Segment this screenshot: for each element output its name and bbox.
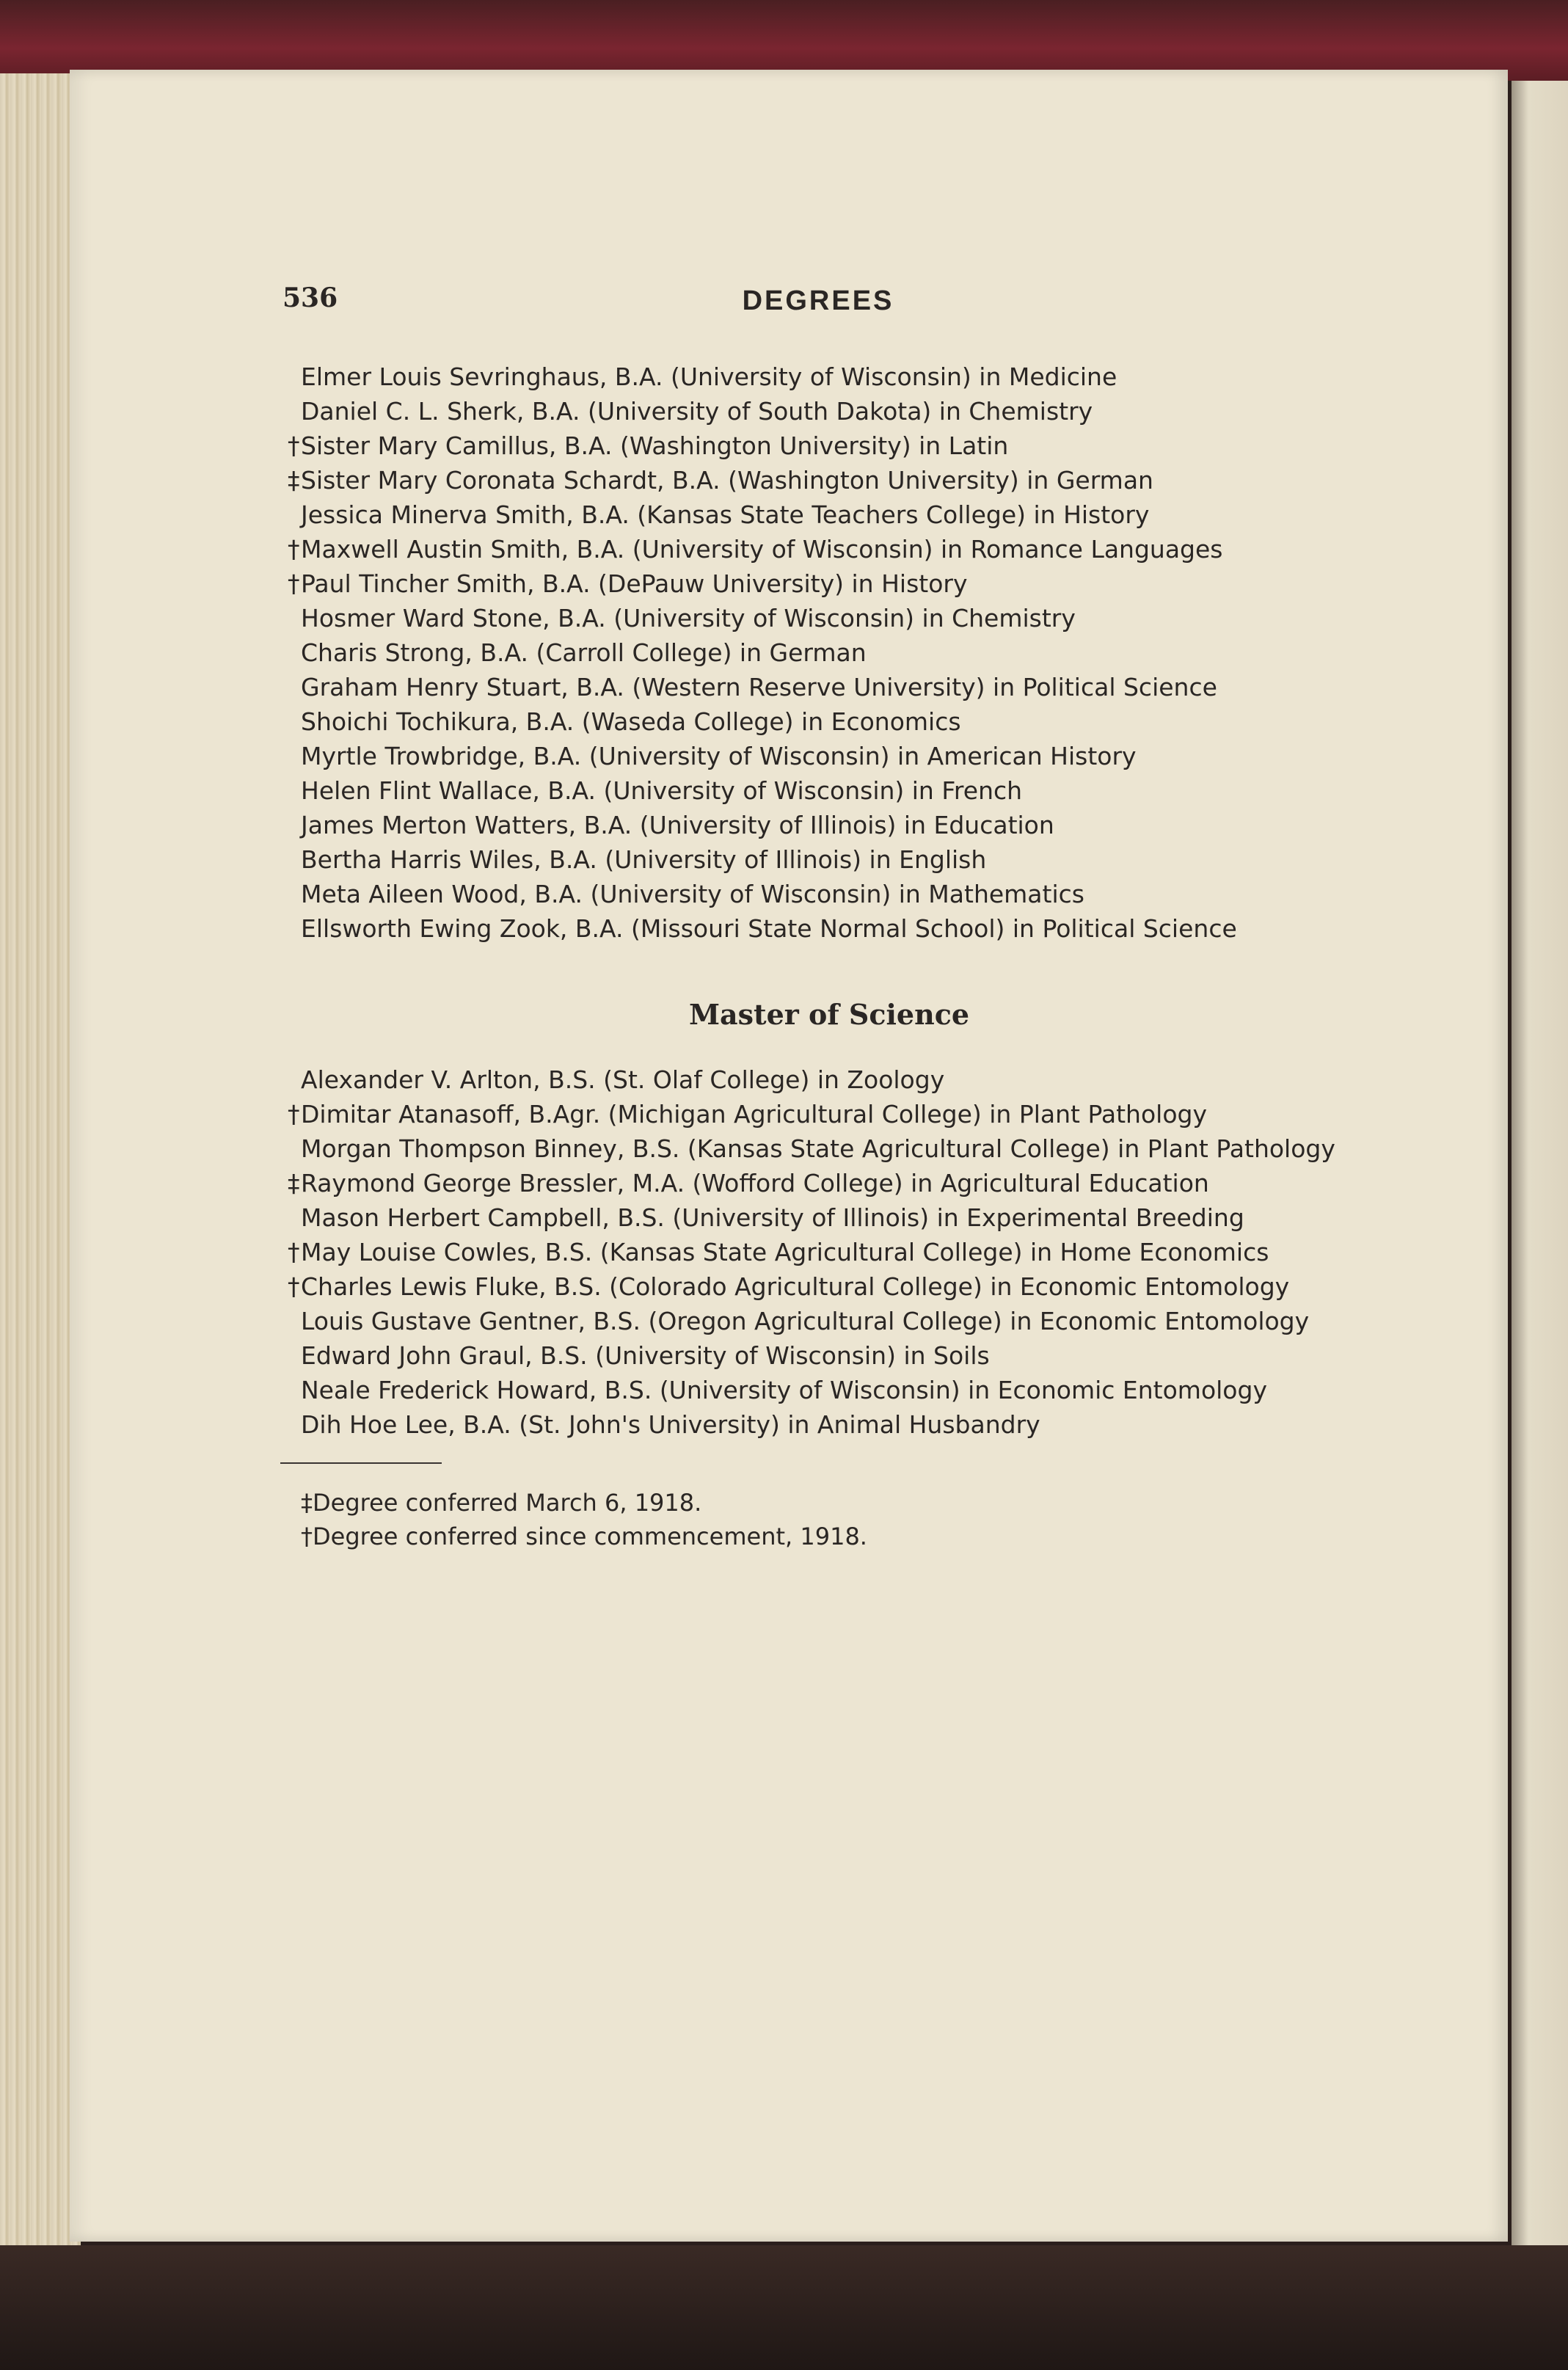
degree-entry: [288, 429, 1357, 463]
entry-text: Daniel C. L. Sherk, B.A. (University of South Dakota) in Chemistry: [301, 397, 1093, 426]
degree-entry: [301, 1338, 1357, 1373]
degree-entry: [301, 1131, 1357, 1166]
degree-entry: [301, 497, 1357, 532]
page-number: 536: [282, 282, 338, 313]
entry-text: Helen Flint Wallace, B.A. (University of Wisconsin) in French: [301, 776, 1023, 805]
degree-entry: [301, 739, 1357, 773]
running-head: DEGREES: [742, 285, 894, 316]
entry-text: Charles Lewis Fluke, B.S. (Colorado Agricultural College) in Economic Entomology: [301, 1272, 1290, 1301]
degree-entry: [301, 1062, 1357, 1097]
degree-entry: [288, 1269, 1357, 1304]
entry-text: Morgan Thompson Binney, B.S. (Kansas State Agricultural College) in Plant Pathology: [301, 1134, 1335, 1163]
page-header: [282, 282, 1354, 327]
degree-entry: [301, 1407, 1357, 1442]
page-stack-edge: [0, 73, 81, 2245]
entry-text: Mason Herbert Campbell, B.S. (University of Illinois) in Experimental Breeding: [301, 1203, 1244, 1232]
entry-text: Graham Henry Stuart, B.A. (Western Reserve University) in Political Science: [301, 673, 1217, 701]
footnote-text: Degree conferred March 6, 1918.: [313, 1489, 702, 1517]
footnote-rule: [280, 1462, 442, 1464]
entry-text: May Louise Cowles, B.S. (Kansas State Agricultural College) in Home Economics: [301, 1238, 1269, 1266]
entry-text: Ellsworth Ewing Zook, B.A. (Missouri State Normal School) in Political Science: [301, 914, 1237, 943]
entry-text: Dimitar Atanasoff, B.Agr. (Michigan Agricultural College) in Plant Pathology: [301, 1100, 1207, 1129]
footnote-mark: †: [301, 1523, 313, 1550]
degree-entry: [301, 911, 1357, 946]
degree-mark: †: [288, 569, 300, 598]
facing-page-edge: [1512, 81, 1568, 2370]
entry-text: Louis Gustave Gentner, B.S. (Oregon Agricultural College) in Economic Entomology: [301, 1307, 1310, 1335]
entry-text: Hosmer Ward Stone, B.A. (University of Wisconsin) in Chemistry: [301, 604, 1076, 632]
book-binding-top: [0, 0, 1568, 81]
degree-entry: [301, 1373, 1357, 1407]
degree-entry: [301, 808, 1357, 842]
degree-mark: †: [288, 535, 300, 564]
degree-entry: [301, 1200, 1357, 1235]
entry-text: Maxwell Austin Smith, B.A. (University of Wisconsin) in Romance Languages: [301, 535, 1223, 564]
entry-text: Dih Hoe Lee, B.A. (St. John's University) in Animal Husbandry: [301, 1410, 1040, 1439]
degree-entry: [301, 360, 1357, 394]
entry-text: Jessica Minerva Smith, B.A. (Kansas State Teachers College) in History: [301, 500, 1150, 529]
degree-entry: [288, 1166, 1357, 1200]
degree-mark: †: [288, 1100, 300, 1129]
entry-text: Meta Aileen Wood, B.A. (University of Wisconsin) in Mathematics: [301, 880, 1084, 908]
footnote: [301, 1486, 1357, 1520]
entry-text: Sister Mary Coronata Schardt, B.A. (Washington University) in German: [301, 466, 1153, 495]
degree-mark: †: [288, 1272, 300, 1301]
ba-entries: [288, 360, 1357, 946]
degree-entry: [288, 1235, 1357, 1269]
degree-entry: [301, 842, 1357, 877]
degree-entry: [301, 601, 1357, 635]
degree-entry: [301, 704, 1357, 739]
degree-entry: [301, 670, 1357, 704]
entry-text: Sister Mary Camillus, B.A. (Washington University) in Latin: [301, 431, 1009, 460]
degree-entry: [301, 773, 1357, 808]
footnote: [301, 1520, 1357, 1553]
book-bottom-edge: [0, 2245, 1568, 2370]
section-heading: Master of Science: [688, 998, 970, 1031]
entry-text: Edward John Graul, B.S. (University of Wisconsin) in Soils: [301, 1341, 990, 1370]
entry-text: Paul Tincher Smith, B.A. (DePauw University) in History: [301, 569, 968, 598]
degree-entry: [301, 394, 1357, 429]
degree-entry: [301, 877, 1357, 911]
degree-list: [288, 360, 1357, 1553]
degree-mark: ‡: [288, 1169, 300, 1197]
degree-mark: ‡: [288, 466, 300, 495]
entry-text: Myrtle Trowbridge, B.A. (University of Wisconsin) in American History: [301, 742, 1137, 770]
degree-mark: †: [288, 431, 300, 460]
degree-entry: [301, 1304, 1357, 1338]
degree-entry: [288, 566, 1357, 601]
ms-entries: [288, 1062, 1357, 1442]
footnotes: [301, 1486, 1357, 1553]
footnote-text: Degree conferred since commencement, 1918.: [313, 1523, 867, 1550]
degree-mark: †: [288, 1238, 300, 1266]
entry-text: Shoichi Tochikura, B.A. (Waseda College) in Economics: [301, 707, 961, 736]
entry-text: Charis Strong, B.A. (Carroll College) in German: [301, 638, 867, 667]
footnote-mark: ‡: [301, 1489, 313, 1517]
entry-text: Raymond George Bressler, M.A. (Wofford College) in Agricultural Education: [301, 1169, 1209, 1197]
entry-text: Neale Frederick Howard, B.S. (University of Wisconsin) in Economic Entomology: [301, 1376, 1267, 1404]
degree-entry: [288, 532, 1357, 566]
entry-text: Bertha Harris Wiles, B.A. (University of Illinois) in English: [301, 845, 987, 874]
entry-text: James Merton Watters, B.A. (University of Illinois) in Education: [301, 811, 1054, 839]
degree-entry: [288, 463, 1357, 497]
degree-entry: [288, 1097, 1357, 1131]
degree-entry: [301, 635, 1357, 670]
entry-text: Elmer Louis Sevringhaus, B.A. (University of Wisconsin) in Medicine: [301, 362, 1117, 391]
entry-text: Alexander V. Arlton, B.S. (St. Olaf College) in Zoology: [301, 1065, 945, 1094]
